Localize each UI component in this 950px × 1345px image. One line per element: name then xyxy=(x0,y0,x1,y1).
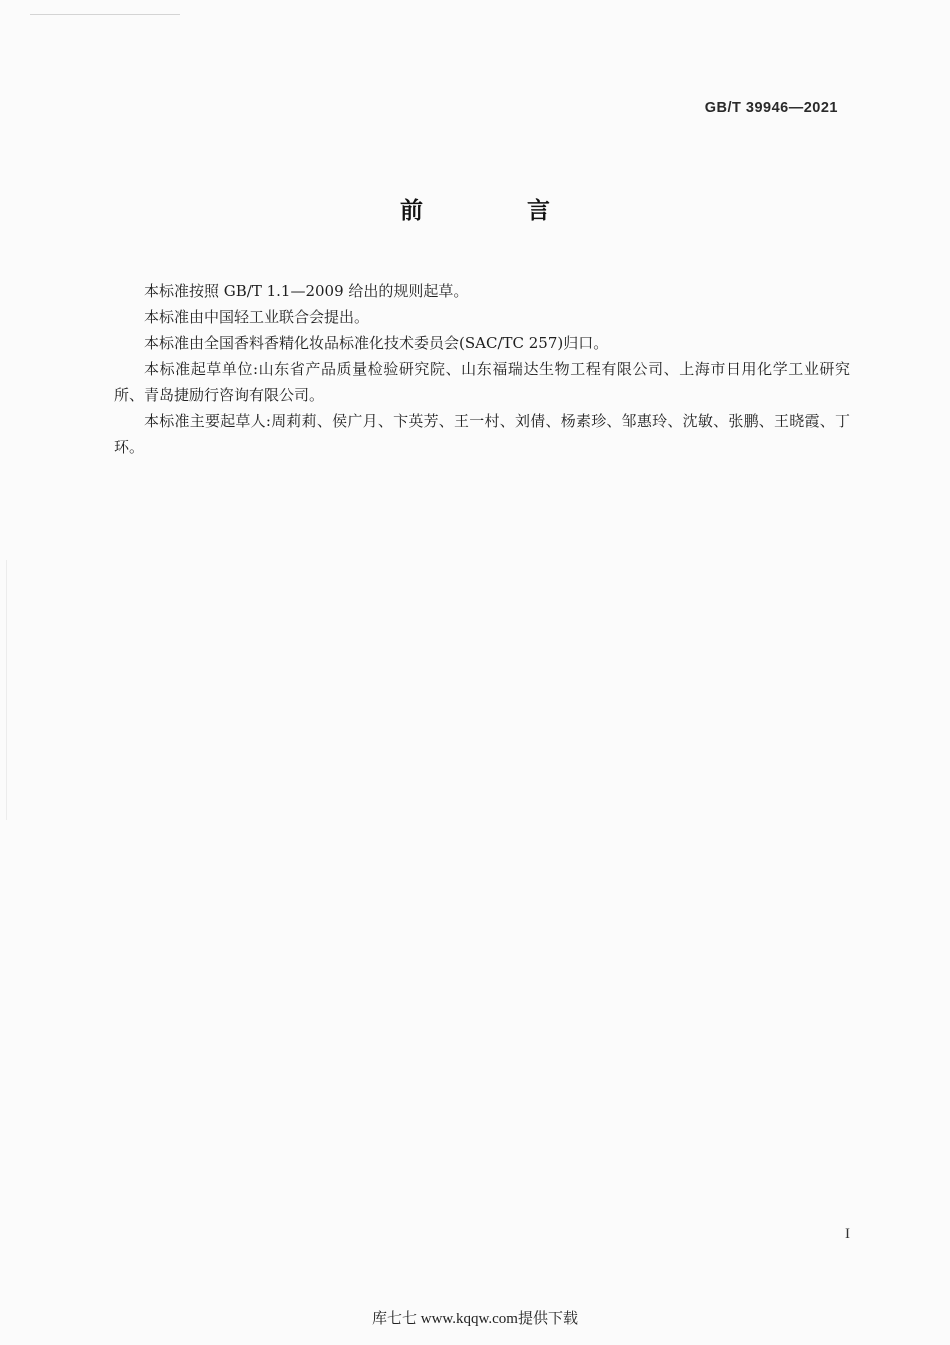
paragraph-drafting-units: 本标准起草单位:山东省产品质量检验研究院、山东福瑞达生物工程有限公司、上海市日用化学工业研究所、青岛捷励行咨询有限公司。 xyxy=(114,360,850,404)
preface-body xyxy=(114,278,850,460)
paragraph-committee: 本标准由全国香料香精化妆品标准化技术委员会(SAC/TC 257)归口。 xyxy=(144,334,609,352)
paragraph-drafters: 本标准主要起草人:周莉莉、侯广月、卞英芳、王一村、刘倩、杨素珍、邹惠玲、沈敏、张鹏、王晓霞、丁环。 xyxy=(114,412,850,456)
page-number: I xyxy=(845,1226,850,1242)
download-watermark: 库七七 www.kqqw.com提供下载 xyxy=(372,1311,578,1327)
paragraph-drafting-rules: 本标准按照 GB/T 1.1—2009 给出的规则起草。 xyxy=(144,282,469,300)
paragraph-proposer: 本标准由中国轻工业联合会提出。 xyxy=(144,308,370,326)
page-title: 前 言 xyxy=(399,198,598,224)
scan-edge-line xyxy=(6,560,7,820)
standard-code: GB/T 39946—2021 xyxy=(704,100,838,116)
scan-edge-line xyxy=(30,14,180,15)
